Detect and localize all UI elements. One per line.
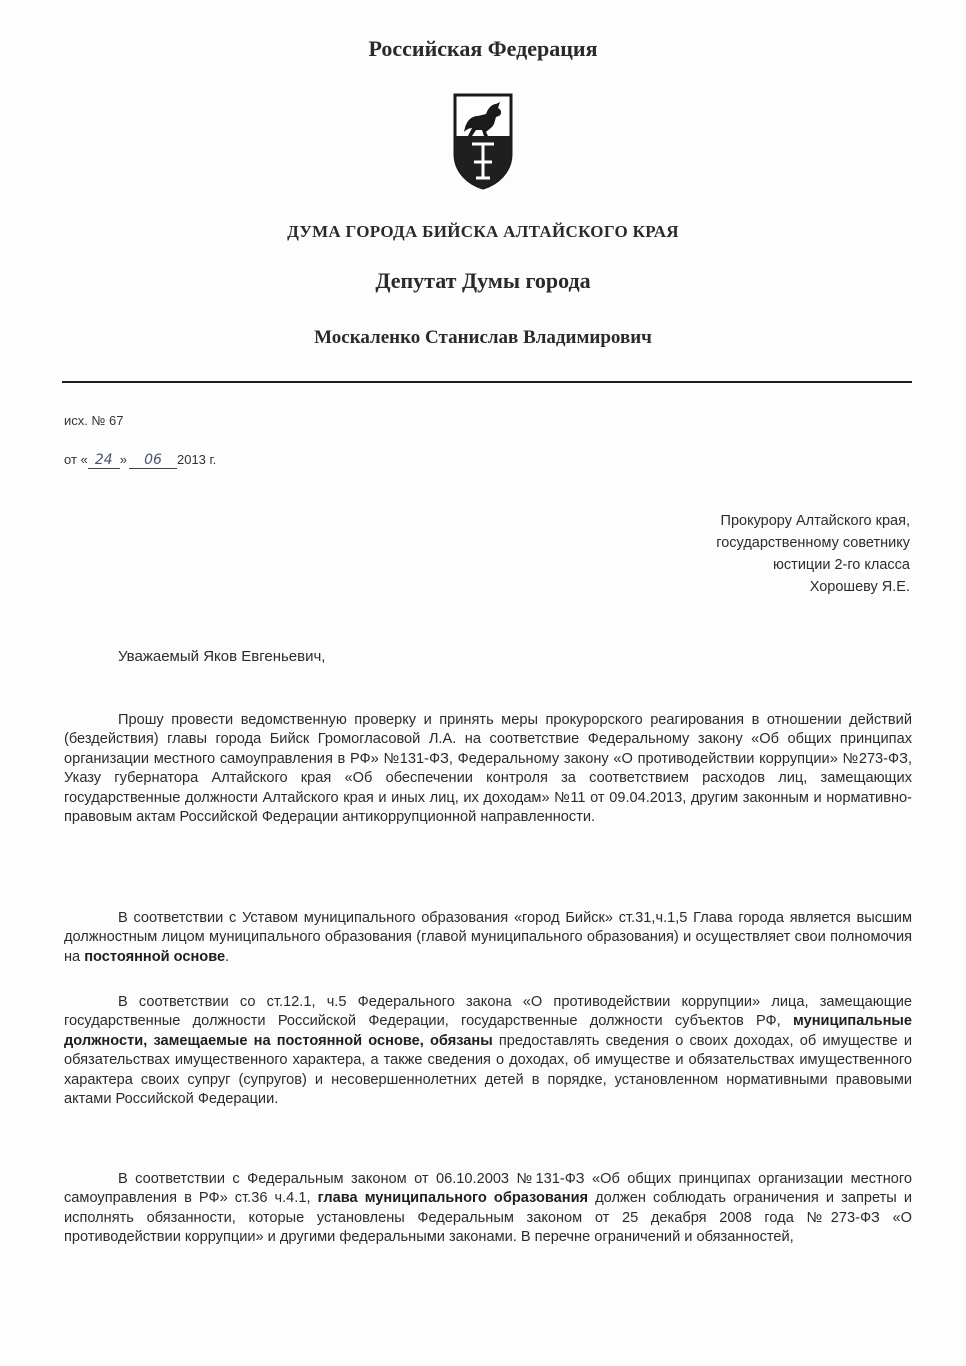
paragraph-4-part-a: В соответствии с Федеральным законом от 06.10.2003 №131-ФЗ «Об общих принципах организации местного самоуправления в РФ» ст.36 ч.4.1, (64, 1171, 912, 1207)
recipient-line-4: Хорошеву Я.Е. (809, 579, 910, 595)
paragraph-2-part-a: В соответствии с Уставом муниципального образования «город Бийск» ст.31,ч.1,5 Глава города является высшим должностным лицом муниципального образования (главой муниципального образования) и осуществляет свои полномочия на (64, 910, 912, 965)
date-month-blank (129, 452, 177, 469)
recipient-block (716, 510, 910, 598)
date-day-blank (88, 452, 120, 469)
paragraph-1-text: Прошу провести ведомственную проверку и принять меры прокурорского реагирования в отношении действий (бездействия) главы города Бийск Громогласовой Л.А. на соответствие Федеральному закону «Об общих принципах организации местного самоуправления в РФ» №131-ФЗ, Федеральному закону «О противодействии коррупции» №273-ФЗ, Указу губернатора Алтайского края «Об обеспечении контроля за соответствием расходов лиц, замещающих государственные должности Алтайского края и иных лиц, их доходам» №11 от 09.04.2013, другим законным и нормативно-правовым актам Российской Федерации антикоррупционной направленности. (64, 712, 912, 826)
date-month: 06 (144, 452, 162, 468)
duma-heading: ДУМА ГОРОДА БИЙСКА АЛТАЙСКОГО КРАЯ (287, 222, 679, 241)
header-divider (62, 381, 912, 383)
deputy-name: Москаленко Станислав Владимирович (314, 327, 652, 348)
paragraph-2-text (64, 909, 912, 967)
recipient-line-3: юстиции 2-го класса (773, 557, 910, 573)
paragraph-2-part-c: . (225, 948, 230, 965)
date-day: 24 (94, 452, 113, 468)
date-suffix: 2013 г. (176, 452, 217, 467)
recipient-line-2: государственному советнику (716, 535, 910, 551)
date-prefix: от « (64, 452, 88, 467)
city-coat-of-arms-icon (452, 92, 514, 190)
paragraph-4-bold: глава муниципального образования (317, 1190, 589, 1207)
paragraph-1 (64, 711, 912, 827)
paragraph-3 (64, 993, 912, 1109)
date-mid: » (119, 452, 127, 467)
paragraph-3-bold: муниципальные должности, замещаемые на постоянной основе, обязаны (64, 1013, 912, 1049)
paragraph-2-bold: постоянной основе (84, 948, 226, 965)
country-heading: Российская Федерация (368, 36, 598, 61)
paragraph-3-part-c: предоставлять сведения о своих доходах, об имуществе и обязательствах имущественного характера, а также сведения о доходах, об имуществе и обязательствах имущественного характера своих супруг (супругов) и несовершеннолетних детей в порядке, установленном нормативными правовыми актами Российской Федерации. (64, 1032, 913, 1108)
paragraph-4-text (64, 1170, 912, 1248)
paragraph-2 (64, 909, 912, 967)
letter-date (64, 452, 216, 469)
paragraph-4 (64, 1170, 912, 1248)
outgoing-number: исх. № 67 (64, 413, 124, 428)
paragraph-3-text (64, 993, 912, 1109)
paragraph-4-part-c: должен соблюдать ограничения и запреты и исполнять обязанности, которые установлены Федеральным законом от 25 декабря 2008 года №273-ФЗ «О противодействии коррупции» и другими федеральными законами. В перечне ограничений и обязанностей, (64, 1190, 913, 1246)
paragraph-3-part-a: В соответствии со ст.12.1, ч.5 Федерального закона «О противодействии коррупции» лица, замещающие государственные должности Российской Федерации, государственные должности субъектов РФ, (64, 994, 912, 1030)
recipient-line-1: Прокурору Алтайского края, (720, 513, 910, 529)
greeting: Уважаемый Яков Евгеньевич, (118, 648, 326, 665)
deputy-heading: Депутат Думы города (375, 268, 591, 293)
